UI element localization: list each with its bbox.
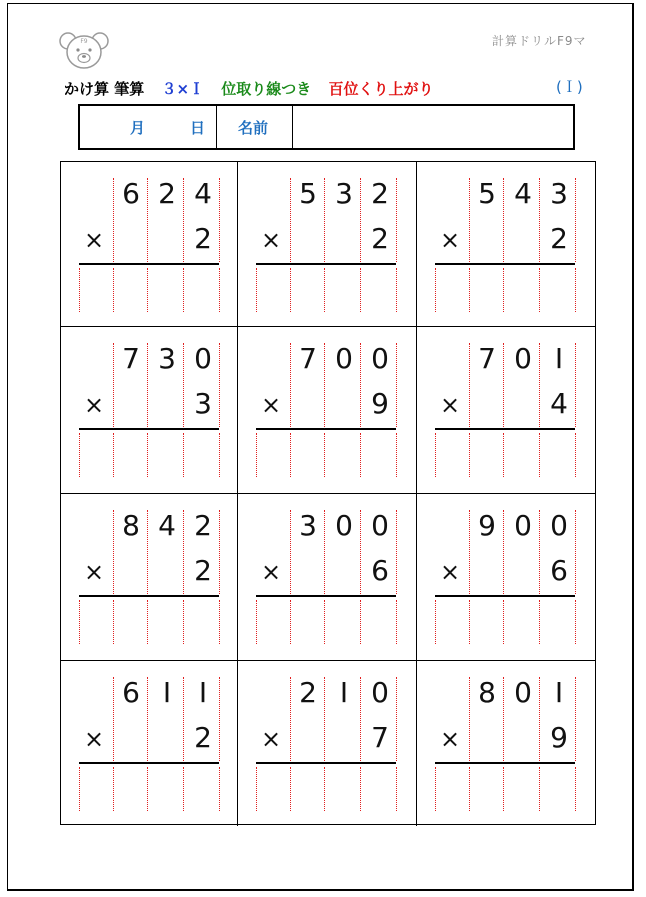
multiplier-digit: 9 — [550, 721, 568, 754]
answer-guide — [219, 600, 220, 644]
multiplicand-digit: 3 — [335, 177, 353, 210]
problem-cell — [61, 494, 238, 661]
answer-area[interactable] — [435, 431, 575, 479]
answer-area[interactable] — [79, 598, 219, 646]
times-sign: × — [440, 558, 461, 586]
multiplier-digit: 3 — [194, 387, 212, 420]
problem-cell — [238, 494, 417, 661]
answer-guide — [219, 767, 220, 811]
multiplicand-digit: 0 — [371, 509, 389, 542]
times-sign: × — [84, 391, 105, 419]
multiplicand-digit: 7 — [478, 342, 496, 375]
multiplicand-digit: 3 — [158, 342, 176, 375]
multiplicand-digit: 0 — [371, 676, 389, 709]
answer-guide — [396, 433, 397, 477]
answer-area[interactable] — [435, 598, 575, 646]
multiplier-digit: 4 — [550, 387, 568, 420]
times-sign: × — [261, 558, 282, 586]
problem-cell — [238, 327, 417, 494]
multiplier-digit: 2 — [371, 222, 389, 255]
answer-rule — [79, 428, 219, 430]
problem-cell — [417, 661, 595, 826]
multiplicand-digit: 3 — [550, 177, 568, 210]
multiplicand-digit: I — [554, 342, 564, 375]
times-sign: × — [84, 226, 105, 254]
answer-guide — [396, 767, 397, 811]
times-sign: × — [261, 725, 282, 753]
answer-area[interactable] — [256, 431, 396, 479]
multiplier-digit: 9 — [371, 387, 389, 420]
answer-rule — [256, 595, 396, 597]
multiplicand-digit: 5 — [478, 177, 496, 210]
multiplicand-digit: 0 — [335, 342, 353, 375]
title-part-guides: 位取り線つき — [221, 80, 312, 98]
times-sign: × — [440, 391, 461, 419]
answer-guide — [575, 767, 576, 811]
title-part-digits: ３×Ｉ — [161, 80, 205, 98]
answer-guide — [219, 268, 220, 312]
multiplier-digit: 2 — [550, 222, 568, 255]
multiplicand-digit: 5 — [299, 177, 317, 210]
answer-guide — [396, 600, 397, 644]
problem-cell — [417, 327, 595, 494]
answer-rule — [435, 428, 575, 430]
problem-cell — [417, 494, 595, 661]
multiplicand-digit: 0 — [550, 509, 568, 542]
answer-guide — [575, 268, 576, 312]
problem-cell — [61, 327, 238, 494]
bear-logo-icon — [58, 31, 110, 71]
multiplicand-digit: 2 — [158, 177, 176, 210]
logo-text: F9 — [80, 38, 88, 45]
answer-area[interactable] — [256, 266, 396, 314]
worksheet-page — [7, 3, 634, 891]
name-date-box — [78, 104, 575, 150]
problem-grid — [60, 161, 596, 825]
title-part-carry: 百位くり上がり — [328, 80, 434, 98]
multiplicand-digit: 4 — [514, 177, 532, 210]
answer-area[interactable] — [256, 765, 396, 813]
times-sign: × — [440, 226, 461, 254]
problem-cell — [417, 162, 595, 327]
problem-cell — [61, 661, 238, 826]
multiplicand-digit: 4 — [194, 177, 212, 210]
multiplicand-digit: 0 — [335, 509, 353, 542]
multiplier-digit: 7 — [371, 721, 389, 754]
answer-guide — [575, 433, 576, 477]
answer-rule — [79, 263, 219, 265]
answer-guide — [396, 268, 397, 312]
multiplicand-digit: 6 — [122, 676, 140, 709]
times-sign: × — [440, 725, 461, 753]
multiplicand-digit: I — [198, 676, 208, 709]
title-part-type: かけ算 筆算 — [64, 80, 145, 98]
multiplicand-digit: 3 — [299, 509, 317, 542]
answer-area[interactable] — [435, 266, 575, 314]
answer-rule — [435, 762, 575, 764]
times-sign: × — [261, 391, 282, 419]
multiplicand-digit: 0 — [514, 509, 532, 542]
brand-label: 計算ドリルF9マ — [492, 34, 587, 48]
answer-rule — [435, 595, 575, 597]
multiplicand-digit: 0 — [194, 342, 212, 375]
multiplicand-digit: 8 — [122, 509, 140, 542]
page-number: (Ｉ) — [556, 78, 583, 96]
multiplicand-digit: I — [554, 676, 564, 709]
name-field[interactable] — [293, 106, 573, 148]
multiplicand-digit: 7 — [299, 342, 317, 375]
multiplier-digit: 6 — [550, 554, 568, 587]
multiplicand-digit: 7 — [122, 342, 140, 375]
answer-rule — [256, 762, 396, 764]
multiplicand-digit: 2 — [194, 509, 212, 542]
problem-cell — [61, 162, 238, 327]
name-label: 名前 — [238, 119, 269, 137]
times-sign: × — [84, 725, 105, 753]
multiplier-digit: 2 — [194, 554, 212, 587]
name-box-divider — [216, 106, 217, 148]
answer-area[interactable] — [79, 431, 219, 479]
answer-area[interactable] — [435, 765, 575, 813]
times-sign: × — [261, 226, 282, 254]
multiplier-digit: 2 — [194, 721, 212, 754]
answer-area[interactable] — [79, 266, 219, 314]
answer-rule — [256, 428, 396, 430]
month-label: 月 — [130, 119, 146, 137]
multiplicand-digit: 8 — [478, 676, 496, 709]
answer-area[interactable] — [79, 765, 219, 813]
multiplicand-digit: 0 — [514, 676, 532, 709]
answer-rule — [256, 263, 396, 265]
answer-guide — [575, 600, 576, 644]
times-sign: × — [84, 558, 105, 586]
multiplicand-digit: I — [162, 676, 172, 709]
multiplicand-digit: 6 — [122, 177, 140, 210]
answer-rule — [435, 263, 575, 265]
multiplicand-digit: 4 — [158, 509, 176, 542]
multiplicand-digit: 2 — [299, 676, 317, 709]
problem-cell — [238, 661, 417, 826]
multiplicand-digit: 0 — [514, 342, 532, 375]
worksheet-title — [64, 78, 446, 99]
multiplicand-digit: 9 — [478, 509, 496, 542]
answer-guide — [219, 433, 220, 477]
day-label: 日 — [190, 119, 206, 137]
multiplier-digit: 2 — [194, 222, 212, 255]
multiplicand-digit: 0 — [371, 342, 389, 375]
multiplier-digit: 6 — [371, 554, 389, 587]
problem-cell — [238, 162, 417, 327]
multiplicand-digit: I — [339, 676, 349, 709]
answer-area[interactable] — [256, 598, 396, 646]
answer-rule — [79, 595, 219, 597]
answer-rule — [79, 762, 219, 764]
multiplicand-digit: 2 — [371, 177, 389, 210]
